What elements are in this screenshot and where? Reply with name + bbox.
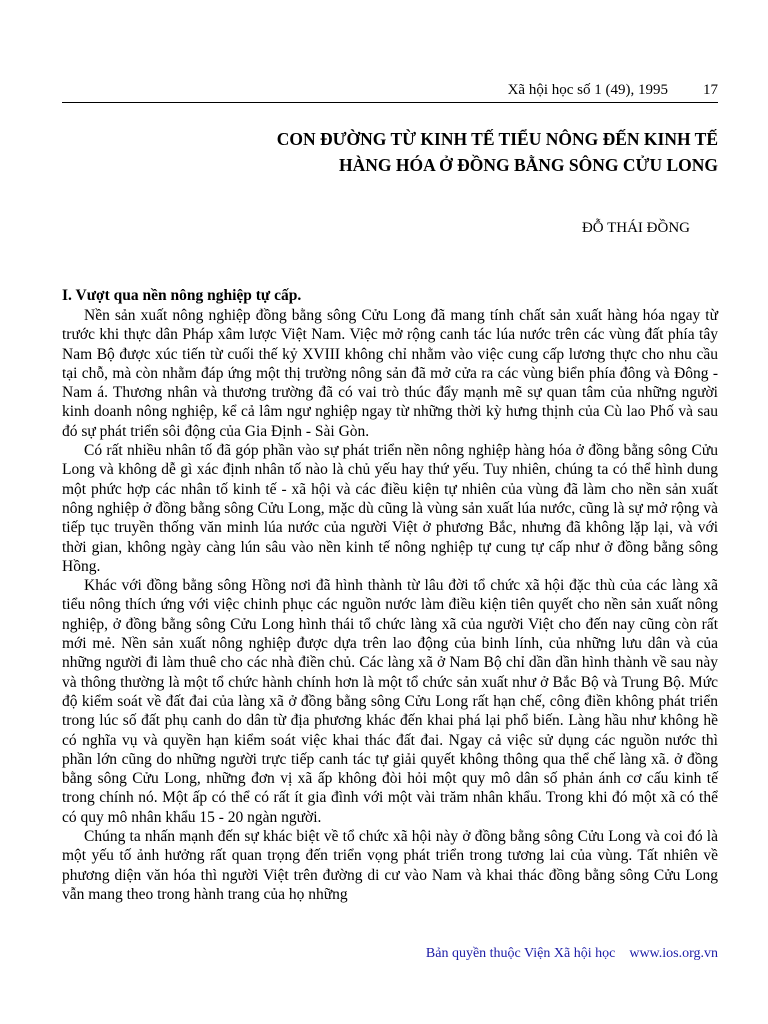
journal-issue: Xã hội học số 1 (49), 1995 (507, 82, 668, 98)
paragraph-2: Có rất nhiều nhân tố đã góp phần vào sự phát triển nền nông nghiệp hàng hóa ở đồng bằng sông Cửu Long và không dễ gì xác định nhân tố nào là chủ yếu hay thứ yếu. Tuy nhiên, chúng ta có thể hình dung một phức hợp các nhân tố kinh tế - xã hội và các điều kiện tự nhiên của vùng đã làm cho nền sản xuất nông nghiệp ở đồng bằng sông Cửu Long, mặc dù cũng là vùng sản xuất lúa nước, cũng là sự mở rộng và tiếp tục truyền thống văn minh lúa nước của người Việt ở phương Bắc, nhưng đã không lặp lại, và với thời gian, không ngày càng lún sâu vào nền kinh tế nông nghiệp tự cung tự cấp như ở đồng bằng sông Hồng. (62, 442, 718, 575)
running-header (62, 80, 718, 102)
author-name: ĐỖ THÁI ĐỒNG (581, 220, 690, 236)
paragraph-4: Chúng ta nhấn mạnh đến sự khác biệt về tổ chức xã hội này ở đồng bằng sông Cửu Long và coi đó là một yếu tố ảnh hưởng rất quan trọng đến triển vọng phát triển trong tương lai của vùng. Tất nhiên về phương diện văn hóa thì người Việt trên đường di cư vào Nam và khai thác đồng bằng sông Cửu Long vẫn mang theo trong hành trang của họ những (62, 828, 718, 903)
title-line-2: HÀNG HÓA Ở ĐỒNG BẰNG SÔNG CỬU LONG (338, 155, 718, 175)
header-divider (62, 102, 718, 103)
paragraph-3: Khác với đồng bằng sông Hồng nơi đã hình thành từ lâu đời tổ chức xã hội đặc thù của các làng xã tiểu nông thích ứng với việc chinh phục các nguồn nước làm điều kiện tiên quyết cho nền sản xuất nông nghiệp, ở đồng bằng sông Cửu Long hình thái tổ chức làng xã của người Việt cho đến nay cũng còn rất mới mẻ. Nền sản xuất nông nghiệp được dựa trên lao động của binh lính, của những lưu dân và của những người đi làm thuê cho các nhà điền chủ. Các làng xã ở Nam Bộ chỉ dần dần hình thành về sau này và thông thường là một tổ chức hành chính hơn là một tổ chức sản xuất như ở Bắc Bộ và Trung Bộ. Mức độ kiểm soát về đất đai của làng xã ở đồng bằng sông Cửu Long rất hạn chế, công điền không phát triển trong lúc số đất phụ canh do dân từ địa phương khác đến khai phá lại phổ biến. Làng hầu như không hề có nghĩa vụ và quyền hạn kiểm soát việc khai thác đất đai. Ngay cả việc sử dụng các nguồn nước thì phần lớn cũng do những người trực tiếp canh tác tự giải quyết không thông qua thể chế làng xã. ở đồng bằng sông Cửu Long, những đơn vị xã ấp không đòi hỏi một quy mô dân số phản ánh cơ cấu kinh tế trong chính nó. Một ấp có thể có rất ít gia đình với một vài trăm nhân khẩu. Trong khi đó một xã có thể có quy mô nhân khẩu 15 - 20 ngàn người. (62, 577, 718, 826)
page-footer (426, 945, 718, 963)
section-heading: I. Vượt qua nền nông nghiệp tự cấp. (62, 287, 302, 304)
page-number: 17 (703, 82, 718, 98)
website-link[interactable]: www.ios.org.vn (629, 946, 718, 961)
copyright-notice: Bản quyền thuộc Viện Xã hội học (425, 946, 616, 961)
document-page (62, 0, 718, 1024)
paragraph-1: Nền sản xuất nông nghiệp đồng bằng sông Cửu Long đã mang tính chất sản xuất hàng hóa ngay từ trước khi thực dân Pháp xâm lược Việt Nam. Việc mở rộng canh tác lúa nước trên các vùng đất phía tây Nam Bộ được xúc tiến từ cuối thế kỷ XVIII không chỉ nhằm vào việc cung cấp lương thực cho nhu cầu tại chỗ, mà còn nhằm đáp ứng một thị trường nông sản đã mở cửa ra các vùng biển phía đông và Đông - Nam á. Thương nhân và thương trường đã có vai trò thúc đẩy mạnh mẽ sự quan tâm của những người kinh doanh nông nghiệp, kể cả lâm ngư nghiệp ngay từ những thời kỳ hưng thịnh của Cù lao Phố và sau đó sự phát triển sôi động của Gia Định - Sài Gòn. (62, 307, 718, 440)
title-line-1: CON ĐƯỜNG TỪ KINH TẾ TIỂU NÔNG ĐẾN KINH TẾ (276, 129, 718, 149)
article-title (158, 126, 718, 178)
article-body (62, 286, 718, 904)
